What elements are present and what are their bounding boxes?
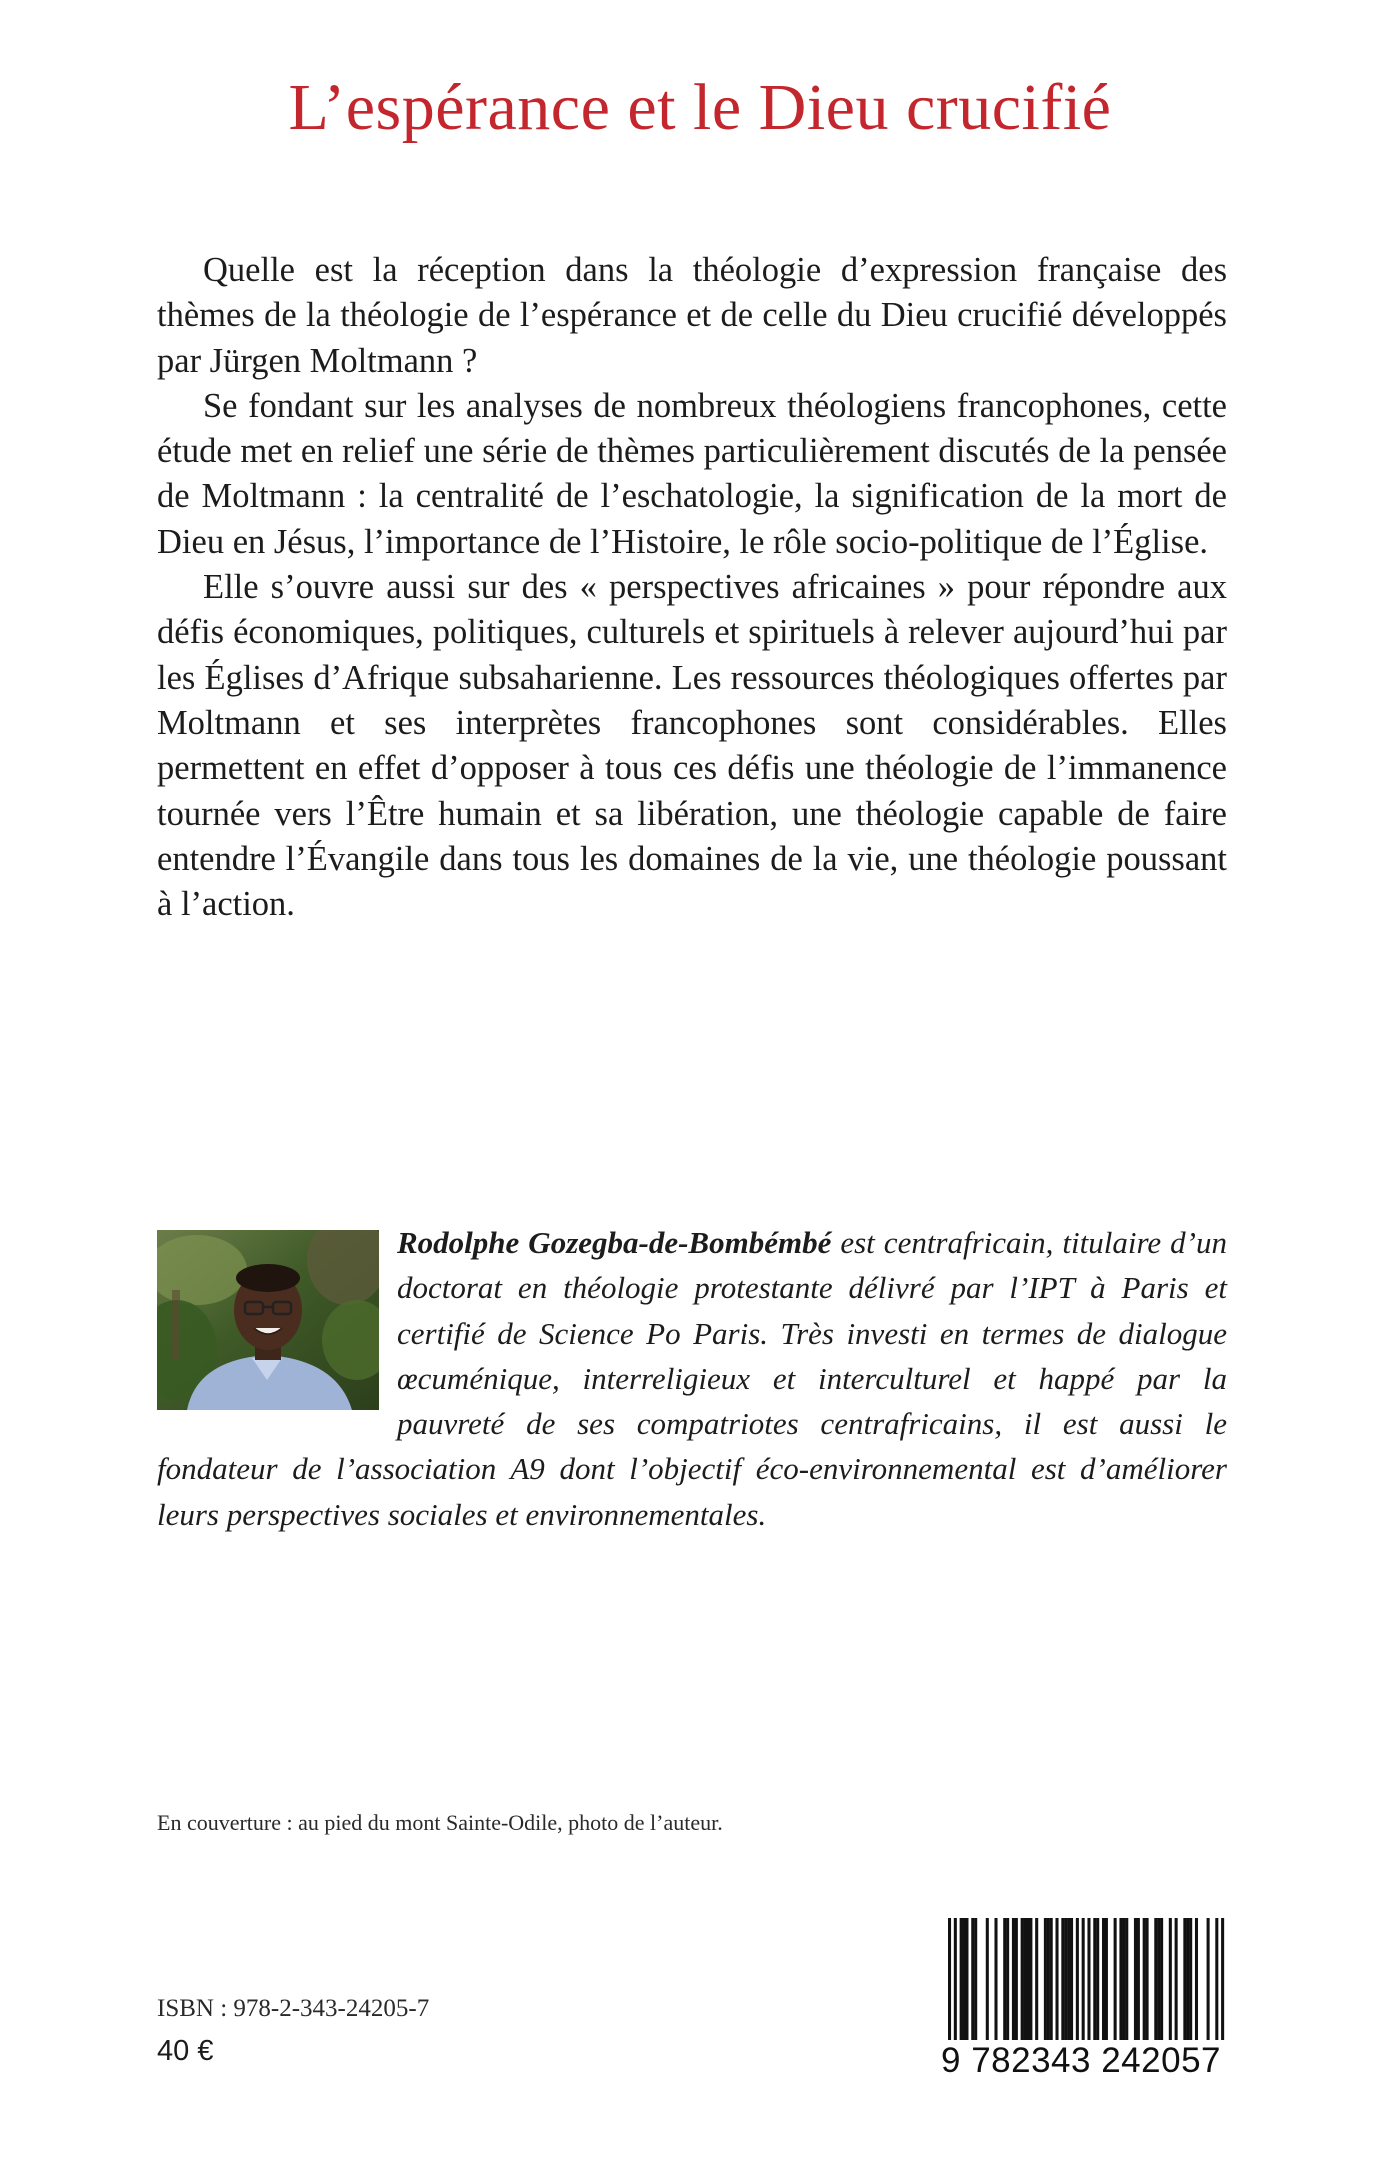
isbn: ISBN : 978-2-343-24205-7 <box>157 1995 430 2022</box>
barcode-bar <box>1146 1918 1149 2042</box>
barcode <box>928 1918 1234 2083</box>
barcode-bar <box>1006 1918 1009 2042</box>
barcode-bar <box>1044 1918 1047 2042</box>
barcode-bar <box>965 1918 968 2042</box>
barcode-bar <box>1125 1918 1128 2042</box>
blurb-paragraph-2: Se fondant sur les analyses de nombreux théologiens francophones, cette étude met en relief une série de thèmes particulièrement discutés de la pensée de Moltmann : la centralité de l’eschatologie, la signification de la mort de Dieu en Jésus, l’importance de l’Histoire, le rôle socio-politique de l’Église. <box>157 386 1227 561</box>
barcode-bar <box>1154 1918 1157 2042</box>
back-cover-blurb <box>157 248 1227 927</box>
barcode-bar <box>1137 1918 1140 2042</box>
barcode-bar <box>1026 1918 1029 2042</box>
barcode-bar <box>986 1918 989 2042</box>
barcode-bar <box>1035 1918 1038 2042</box>
author-bio-text: est centrafricain, titulaire d’un doctorat en théologie protestante délivré par l’IPT à Paris et certifié de Science Po Paris. Très investi en termes de dialogue œcuménique, interreligieux et interculturel et happé par la pauvreté de ses compatriotes centrafricains, il est aussi le fondateur de l’association A9 dont l’objectif éco-environnemental est d’améliorer leurs perspectives sociales et environnementales. <box>157 1225 1227 1532</box>
barcode-bar <box>1119 1918 1122 2042</box>
barcode-bar <box>1183 1918 1186 2042</box>
barcode-bar <box>1114 1918 1117 2042</box>
barcode-bar <box>1102 1918 1105 2042</box>
blurb-paragraph-1: Quelle est la réception dans la théologie d’expression française des thèmes de la théologie de l’espérance et de celle du Dieu crucifié développés par Jürgen Moltmann ? <box>157 251 1227 380</box>
barcode-digits: 9 782343 242057 <box>928 2040 1234 2082</box>
barcode-bar <box>1024 1918 1027 2042</box>
blurb-paragraph-3: Elle s’ouvre aussi sur des « perspectives africaines » pour répondre aux défis économiques, politiques, culturels et spirituels à relever aujourd’hui par les Églises d’Afrique subsaharienne. Les ressources théologiques offertes par Moltmann et ses interprètes francophones sont considérables. Elles permettent en effet d’opposer à tous ces défis une théologie de l’immanence tournée vers l’Être humain et sa libération, une théologie capable de faire entendre l’Évangile dans tous les domaines de la vie, une théologie poussant à l’action. <box>157 568 1227 924</box>
barcode-bar <box>974 1918 977 2042</box>
cover-credit: En couverture : au pied du mont Sainte-Odile, photo de l’auteur. <box>157 1810 723 1835</box>
barcode-bar <box>1189 1918 1192 2042</box>
barcode-bar <box>1096 1918 1099 2042</box>
barcode-bar <box>1186 1918 1189 2042</box>
barcode-bar <box>1061 1918 1064 2042</box>
barcode-bar <box>1160 1918 1163 2042</box>
barcode-bar <box>1076 1918 1079 2042</box>
barcode-bar <box>1195 1918 1198 2042</box>
barcode-bar <box>960 1918 963 2042</box>
book-title: L’espérance et le Dieu crucifié <box>288 71 1112 144</box>
barcode-bar <box>1143 1918 1146 2042</box>
barcode-bar <box>1175 1918 1178 2042</box>
barcode-bar <box>1064 1918 1067 2042</box>
barcode-bar <box>1093 1918 1096 2042</box>
barcode-bar <box>1012 1918 1015 2042</box>
barcode-bar <box>1105 1918 1108 2042</box>
price: 40 € <box>157 2035 214 2067</box>
author-photo <box>157 1230 379 1410</box>
barcode-bar <box>1207 1918 1210 2042</box>
author-name: Rodolphe Gozegba-de-Bombémbé <box>397 1225 832 1260</box>
author-bio <box>157 1220 1227 1537</box>
barcode-bar <box>1067 1918 1070 2042</box>
barcode-bar <box>1047 1918 1050 2042</box>
barcode-bar <box>1122 1918 1125 2042</box>
barcode-bar <box>1055 1918 1058 2042</box>
barcode-bar <box>1015 1918 1018 2042</box>
barcode-bar <box>1070 1918 1073 2042</box>
barcode-bar <box>1169 1918 1172 2042</box>
barcode-bar <box>1134 1918 1137 2042</box>
barcode-bar <box>971 1918 974 2042</box>
author-portrait-icon <box>157 1230 379 1410</box>
barcode-bar <box>994 1918 997 2042</box>
barcode-bar <box>1029 1918 1032 2042</box>
barcode-bar <box>1021 1918 1024 2042</box>
barcode-bar <box>1157 1918 1160 2042</box>
barcode-bar <box>1050 1918 1053 2042</box>
barcode-bar <box>963 1918 966 2042</box>
barcode-bar <box>1003 1918 1006 2042</box>
